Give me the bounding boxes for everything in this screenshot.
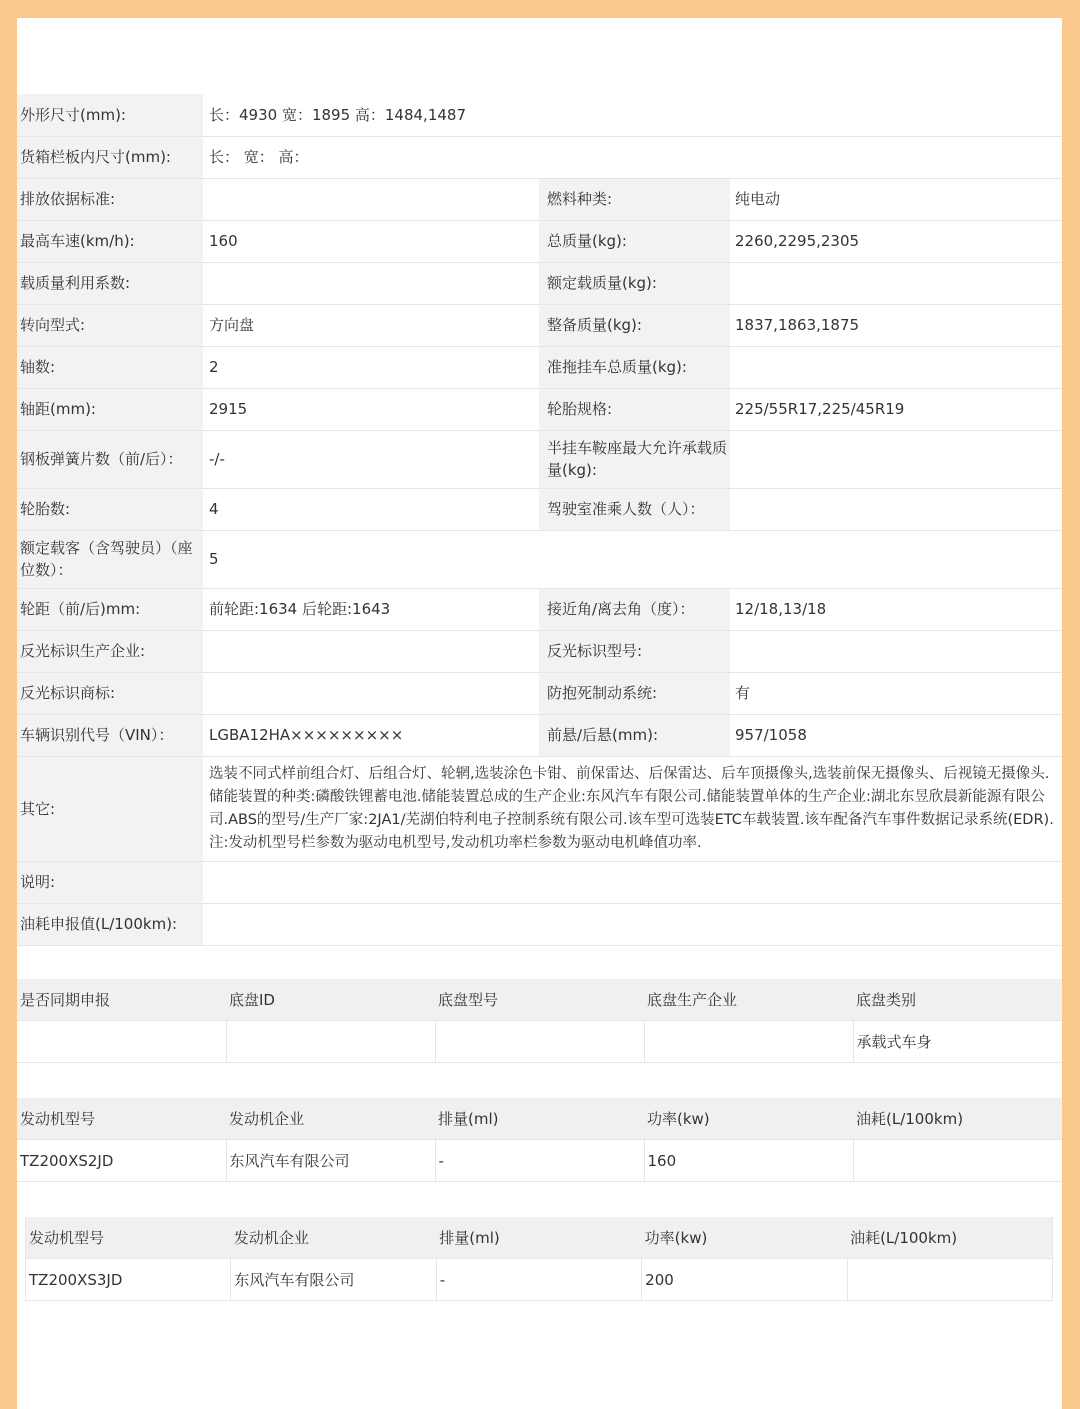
value-curb-mass: 1837,1863,1875 — [730, 304, 1062, 346]
label-reflector-brand: 反光标识商标: — [17, 672, 203, 714]
label-emission-std: 排放依据标准: — [17, 178, 203, 220]
label-axles: 轴数: — [17, 346, 203, 388]
engine-header-cell: 排量(ml) — [435, 1098, 644, 1140]
chassis-table — [17, 979, 1062, 1063]
value-total-mass: 2260,2295,2305 — [730, 220, 1062, 262]
value-vin: LGBA12HA××××××××× — [203, 714, 539, 756]
value-fuel-type: 纯电动 — [730, 178, 1062, 220]
value-overhang: 957/1058 — [730, 714, 1062, 756]
value-cargo-box: 长： 宽： 高： — [203, 136, 1062, 178]
spec-row-other — [17, 756, 1062, 861]
engine-cell: - — [435, 1140, 644, 1182]
spec-row — [17, 488, 1062, 530]
value-reflector-maker — [203, 630, 539, 672]
chassis-header-cell: 底盘型号 — [435, 979, 644, 1021]
spec-row — [17, 388, 1062, 430]
value-other: 选装不同式样前组合灯、后组合灯、轮辋,选装涂色卡钳、前保雷达、后保雷达、后车顶摄像头,选装前保无摄像头、后视镜无摄像头.储能装置的种类:磷酸铁锂蓄电池.储能装置总成的生产企业:东风汽车有限公司.储能装置单体的生产企业:湖北东昱欣晨新能源有限公司.ABS的型号/生产厂家:2JA1/芜湖伯特利电子控制系统有限公司.该车型可选装ETC车载装置.该车配备汽车事件数据记录系统(EDR).注:发动机型号栏参数为驱动电机型号,发动机功率栏参数为驱动电机峰值功率. — [203, 756, 1062, 861]
engine-table-1 — [17, 1098, 1062, 1182]
spec-row — [17, 672, 1062, 714]
spec-row-dimensions — [17, 94, 1062, 136]
chassis-cell — [226, 1021, 435, 1063]
value-note — [203, 861, 1062, 903]
value-seats: 5 — [203, 530, 1062, 588]
spec-row — [17, 714, 1062, 756]
chassis-cell — [17, 1021, 226, 1063]
value-rated-load — [730, 262, 1062, 304]
value-tyres: 4 — [203, 488, 539, 530]
value-cab-occupants — [730, 488, 1062, 530]
label-cargo-box: 货箱栏板内尺寸(mm): — [17, 136, 203, 178]
engine-cell: 160 — [644, 1140, 853, 1182]
value-max-speed: 160 — [203, 220, 539, 262]
spec-row — [17, 220, 1062, 262]
chassis-header-cell: 是否同期申报 — [17, 979, 226, 1021]
label-max-speed: 最高车速(km/h): — [17, 220, 203, 262]
engine-cell: 200 — [642, 1259, 847, 1301]
value-steering: 方向盘 — [203, 304, 539, 346]
value-trailer-mass — [730, 346, 1062, 388]
engine1-header-row — [17, 1098, 1062, 1140]
label-dimensions: 外形尺寸(mm): — [17, 94, 203, 136]
spec-row — [17, 178, 1062, 220]
value-dimensions: 长：4930 宽：1895 高：1484,1487 — [203, 94, 1062, 136]
label-fuel-declared: 油耗申报值(L/100km): — [17, 903, 203, 945]
label-trailer-mass: 准拖挂车总质量(kg): — [539, 346, 730, 388]
label-reflector-maker: 反光标识生产企业: — [17, 630, 203, 672]
engine-header-cell: 油耗(L/100km) — [853, 1098, 1062, 1140]
engine-cell — [847, 1259, 1052, 1301]
label-angles: 接近角/离去角（度）： — [539, 588, 730, 630]
engine-header-cell: 油耗(L/100km) — [847, 1217, 1052, 1259]
chassis-header-row — [17, 979, 1062, 1021]
spec-row — [17, 346, 1062, 388]
label-load-coef: 载质量利用系数: — [17, 262, 203, 304]
engine-header-cell: 发动机企业 — [231, 1217, 436, 1259]
label-fuel-type: 燃料种类: — [539, 178, 730, 220]
label-cab-occupants: 驾驶室准乘人数（人）： — [539, 488, 730, 530]
value-wheelbase: 2915 — [203, 388, 539, 430]
engine2-row — [26, 1259, 1053, 1301]
engine-cell: TZ200XS3JD — [26, 1259, 231, 1301]
label-tyre-spec: 轮胎规格: — [539, 388, 730, 430]
value-fuel-declared — [203, 903, 1062, 945]
chassis-header-cell: 底盘类别 — [853, 979, 1062, 1021]
label-note: 说明: — [17, 861, 203, 903]
value-emission-std — [203, 178, 539, 220]
value-track: 前轮距:1634 后轮距:1643 — [203, 588, 539, 630]
label-fifth-wheel: 半挂车鞍座最大允许承载质量(kg): — [539, 430, 730, 488]
engine-header-cell: 排量(ml) — [436, 1217, 641, 1259]
chassis-header-cell: 底盘ID — [226, 979, 435, 1021]
label-leaf-springs: 钢板弹簧片数（前/后）： — [17, 430, 203, 488]
value-reflector-model — [730, 630, 1062, 672]
spec-row — [17, 430, 1062, 488]
label-seats: 额定载客（含驾驶员）（座位数）： — [17, 530, 203, 588]
label-total-mass: 总质量(kg): — [539, 220, 730, 262]
spec-table — [17, 94, 1062, 946]
value-angles: 12/18,13/18 — [730, 588, 1062, 630]
spec-row-cargo — [17, 136, 1062, 178]
spec-row-seats — [17, 530, 1062, 588]
spec-row — [17, 304, 1062, 346]
spec-row-note — [17, 861, 1062, 903]
chassis-cell: 承载式车身 — [853, 1021, 1062, 1063]
engine1-row — [17, 1140, 1062, 1182]
engine-header-cell: 功率(kw) — [642, 1217, 847, 1259]
value-fifth-wheel — [730, 430, 1062, 488]
engine-table-2 — [25, 1217, 1053, 1301]
value-load-coef — [203, 262, 539, 304]
spec-row — [17, 630, 1062, 672]
spec-sheet — [17, 18, 1062, 1409]
value-reflector-brand — [203, 672, 539, 714]
spec-row — [17, 588, 1062, 630]
label-wheelbase: 轴距(mm): — [17, 388, 203, 430]
value-leaf-springs: -/- — [203, 430, 539, 488]
engine-header-cell: 发动机企业 — [226, 1098, 435, 1140]
value-tyre-spec: 225/55R17,225/45R19 — [730, 388, 1062, 430]
label-overhang: 前悬/后悬(mm): — [539, 714, 730, 756]
chassis-cell — [644, 1021, 853, 1063]
label-curb-mass: 整备质量(kg): — [539, 304, 730, 346]
engine-header-cell: 发动机型号 — [26, 1217, 231, 1259]
engine-cell: 东风汽车有限公司 — [226, 1140, 435, 1182]
engine-cell — [853, 1140, 1062, 1182]
engine-header-cell: 功率(kw) — [644, 1098, 853, 1140]
engine2-header-row — [26, 1217, 1053, 1259]
label-steering: 转向型式: — [17, 304, 203, 346]
chassis-header-cell: 底盘生产企业 — [644, 979, 853, 1021]
label-rated-load: 额定载质量(kg): — [539, 262, 730, 304]
label-tyres: 轮胎数: — [17, 488, 203, 530]
spec-row-fuel-declared — [17, 903, 1062, 945]
label-abs: 防抱死制动系统: — [539, 672, 730, 714]
spec-row — [17, 262, 1062, 304]
label-other: 其它: — [17, 756, 203, 861]
label-vin: 车辆识别代号（VIN）： — [17, 714, 203, 756]
label-track: 轮距（前/后)mm: — [17, 588, 203, 630]
value-abs: 有 — [730, 672, 1062, 714]
engine-cell: 东风汽车有限公司 — [231, 1259, 436, 1301]
engine-header-cell: 发动机型号 — [17, 1098, 226, 1140]
chassis-row — [17, 1021, 1062, 1063]
chassis-cell — [435, 1021, 644, 1063]
engine-cell: - — [436, 1259, 641, 1301]
engine-cell: TZ200XS2JD — [17, 1140, 226, 1182]
value-axles: 2 — [203, 346, 539, 388]
label-reflector-model: 反光标识型号: — [539, 630, 730, 672]
